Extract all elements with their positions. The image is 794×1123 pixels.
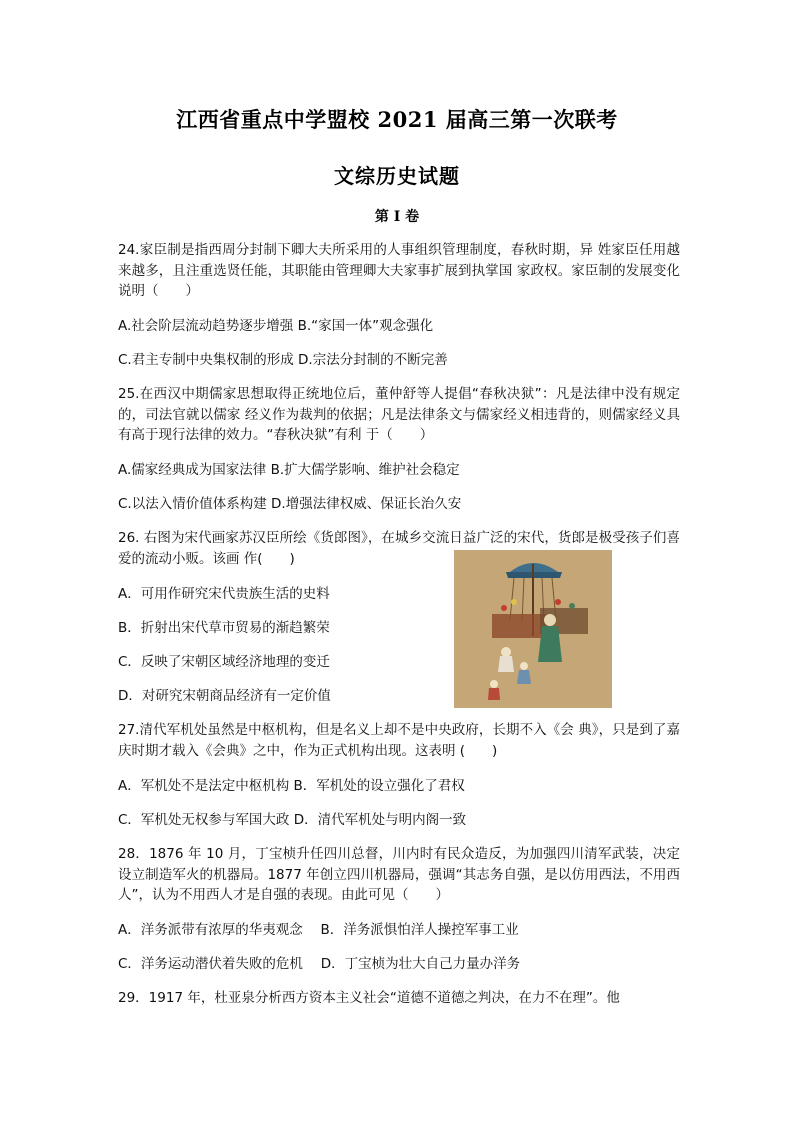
question-27-stem: 27.清代军机处虽然是中枢机构，但是名义上却不是中央政府，长期不入《会 典》，只是到了嘉庆时期才载入《会典》之中，作为正式机构出现。这表明 ( ) <box>118 722 680 759</box>
question-24-option-cd: C.君主专制中央集权制的形成 D.宗法分封制的不断完善 <box>118 352 448 368</box>
section-label: 第 I 卷 <box>374 209 420 225</box>
question-24-stem: 24.家臣制是指西周分封制下卿大夫所采用的人事组织管理制度，春秋时期，异 姓家臣任用越来越多，且注重选贤任能，其职能由管理卿大夫家事扩展到执掌国 家政权。家臣制的发展变化说明（ ） <box>118 242 680 299</box>
question-25-stem: 25.在西汉中期儒家思想取得正统地位后，董仲舒等人提倡“春秋决狱”：凡是法律中没有规定的，司法官就以儒家 经义作为裁判的依据；凡是法律条文与儒家经义相违背的，则儒家经义具有高于现行法律的效力。“春秋决狱”有利 于（ ） <box>118 386 680 443</box>
question-25-option-cd: C.以法入情价值体系构建 D.增强法律权威、保证长治久安 <box>118 496 462 512</box>
question-27-option-cd: C．军机处无权参与军国大政 D．清代军机处与明内阁一致 <box>118 812 467 828</box>
question-28-stem: 28．1876 年 10 月，丁宝桢升任四川总督，川内时有民众造反，为加强四川清军武装，决定设立制造军火的机器局。1877 年创立四川机器局，强调“其志务自强，是以仿用西法，不用西人”，认为不用西人才是自强的表现。由此可见（ ） <box>118 846 680 903</box>
question-29-stem: 29．1917 年，杜亚泉分析西方资本主义社会“道德不道德之判决，在力不在理”。他 <box>118 990 620 1006</box>
question-24-option-ab: A.社会阶层流动趋势逐步增强 B.“家国一体”观念强化 <box>118 318 434 334</box>
question-28-option-ab: A．洋务派带有浓厚的华夷观念 B．洋务派惧怕洋人操控军事工业 <box>118 922 519 938</box>
question-28-option-cd: C．洋务运动潜伏着失败的危机 D．丁宝桢为壮大自己力量办洋务 <box>118 956 521 972</box>
question-27-option-ab: A．军机处不是法定中枢机构 B．军机处的设立强化了君权 <box>118 778 465 794</box>
exam-title: 江西省重点中学盟校 2021 届高三第一次联考 <box>176 107 618 132</box>
question-26-stem: 26. 右图为宋代画家苏汉臣所绘《货郎图》，在城乡交流日益广泛的宋代，货郎是极受孩子们喜爱的流动小贩。该画 作( ) <box>118 530 680 567</box>
peddler-painting-image <box>454 550 612 708</box>
question-26-option-b: B．折射出宋代草市贸易的渐趋繁荣 <box>118 620 330 636</box>
question-26-option-d: D．对研究宋朝商品经济有一定价值 <box>118 688 331 704</box>
question-26-option-c: C．反映了宋朝区域经济地理的变迁 <box>118 654 330 670</box>
exam-subtitle: 文综历史试题 <box>334 164 460 188</box>
question-26-option-a: A．可用作研究宋代贵族生活的史料 <box>118 586 330 602</box>
question-25-option-ab: A.儒家经典成为国家法律 B.扩大儒学影响、维护社会稳定 <box>118 462 460 478</box>
